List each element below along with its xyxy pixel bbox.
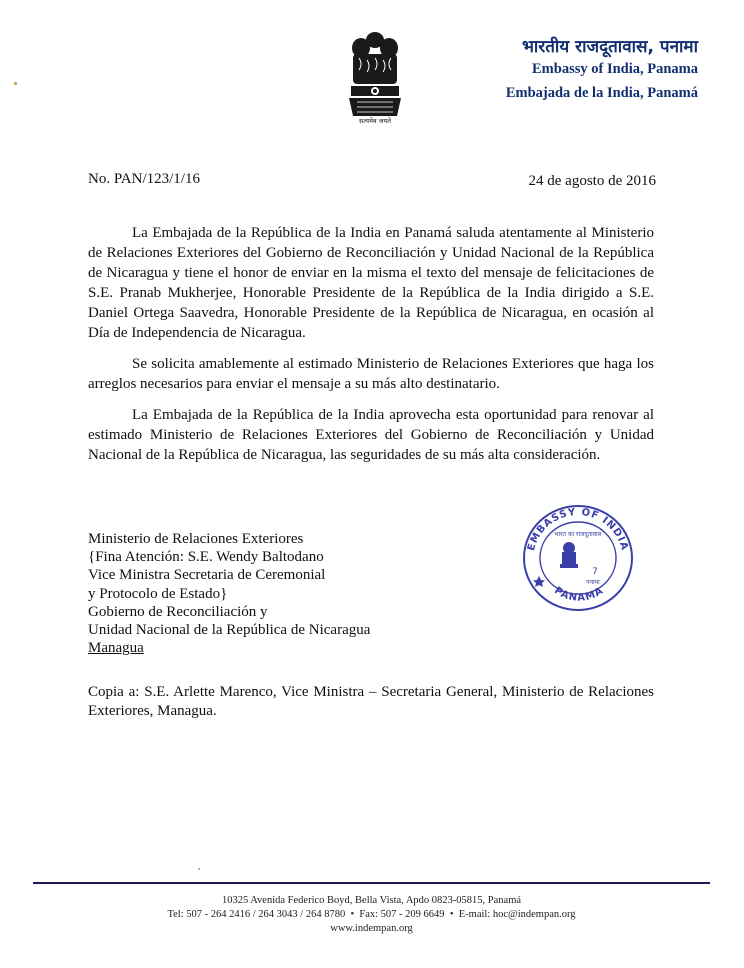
footer-tel: Tel: 507 - 264 2416 / 264 3043 / 264 8780	[167, 909, 346, 920]
footer-divider	[33, 882, 710, 884]
footer-website: www.indempan.org	[330, 923, 413, 934]
addressee-line: Ministerio de Relaciones Exteriores	[88, 531, 304, 547]
embassy-seal-stamp	[515, 500, 640, 615]
national-emblem-icon	[345, 30, 405, 126]
letter-date: 24 de agosto de 2016	[528, 173, 656, 189]
addressee-line: Vice Ministra Secretaria de Ceremonial	[88, 567, 326, 584]
addressee-line: Gobierno de Reconciliación y	[88, 603, 268, 620]
footer-address: 10325 Avenida Federico Boyd, Bella Vista, Apdo 0823-05815, Panamá	[221, 895, 522, 906]
embassy-title-spanish: Embajada de la India, Panamá	[505, 85, 698, 101]
footer-email: E-mail: hoc@indempan.org	[458, 909, 576, 920]
addressee-block	[88, 530, 370, 657]
addressee-line: y Protocolo de Estado}	[88, 585, 228, 602]
body-paragraph: Se solicita amablemente al estimado Ministerio de Relaciones Exteriores que haga los arreglos necesarios para enviar el mensaje a su más alto destinatario.	[88, 356, 654, 392]
bullet-separator: •	[447, 909, 457, 920]
seal-top-text: EMBASSY OF INDIA	[525, 506, 631, 553]
body-paragraph: La Embajada de la República de la India en Panamá saluda atentamente al Ministerio de Relaciones Exteriores del Gobierno de Reconciliación y Unidad Nacional de la República de Nicaragua y tiene el honor de enviar en la misma el texto del mensaje de felicitaciones de S.E. Pranab Mukherjee, Honorable Presidente de la República de la India dirigido a S.E. Daniel Ortega Saavedra, Honorable Presidente de la República de Nicaragua, en ocasión al Día de Independencia de Nicaragua.	[88, 225, 654, 341]
footer-fax: Fax: 507 - 209 6649	[359, 909, 445, 920]
seal-bottom-text: PANAMA	[552, 585, 606, 604]
addressee-line: Unidad Nacional de la República de Nicaragua	[88, 622, 371, 639]
embassy-title-english: Embassy of India, Panama	[532, 61, 698, 77]
addressee-city: Managua	[88, 640, 144, 657]
star-icon	[533, 576, 545, 587]
copy-to-note: Copia a: S.E. Arlette Marenco, Vice Ministra – Secretaria General, Ministerio de Relaciones Exteriores, Managua.	[88, 684, 654, 719]
bullet-separator: •	[347, 909, 357, 920]
speck-mark	[14, 82, 17, 85]
reference-number: No. PAN/123/1/16	[88, 171, 200, 187]
seal-emblem-icon	[560, 542, 578, 568]
seal-inner-city-hindi: पनामा	[586, 579, 600, 586]
footer-contact	[33, 909, 710, 920]
addressee-line: {Fina Atención: S.E. Wendy Baltodano	[88, 549, 324, 566]
seal-number: 7	[592, 567, 598, 577]
speck-mark	[198, 868, 200, 870]
svg-text:PANAMA	[552, 585, 606, 604]
emblem-motto: सत्यमेव जयते	[359, 117, 391, 125]
body-paragraph: La Embajada de la República de la India aprovecha esta oportunidad para renovar al estimado Ministerio de Relaciones Exteriores del Gobierno de Reconciliación y Unidad Nacional de la República de Nicaragua, las seguridades de su más alta consideración.	[88, 407, 654, 463]
seal-inner-hindi: भारत का राजदूतावास	[554, 531, 602, 538]
embassy-title-hindi: भारतीय राजदूतावास, पनामा	[521, 37, 698, 57]
